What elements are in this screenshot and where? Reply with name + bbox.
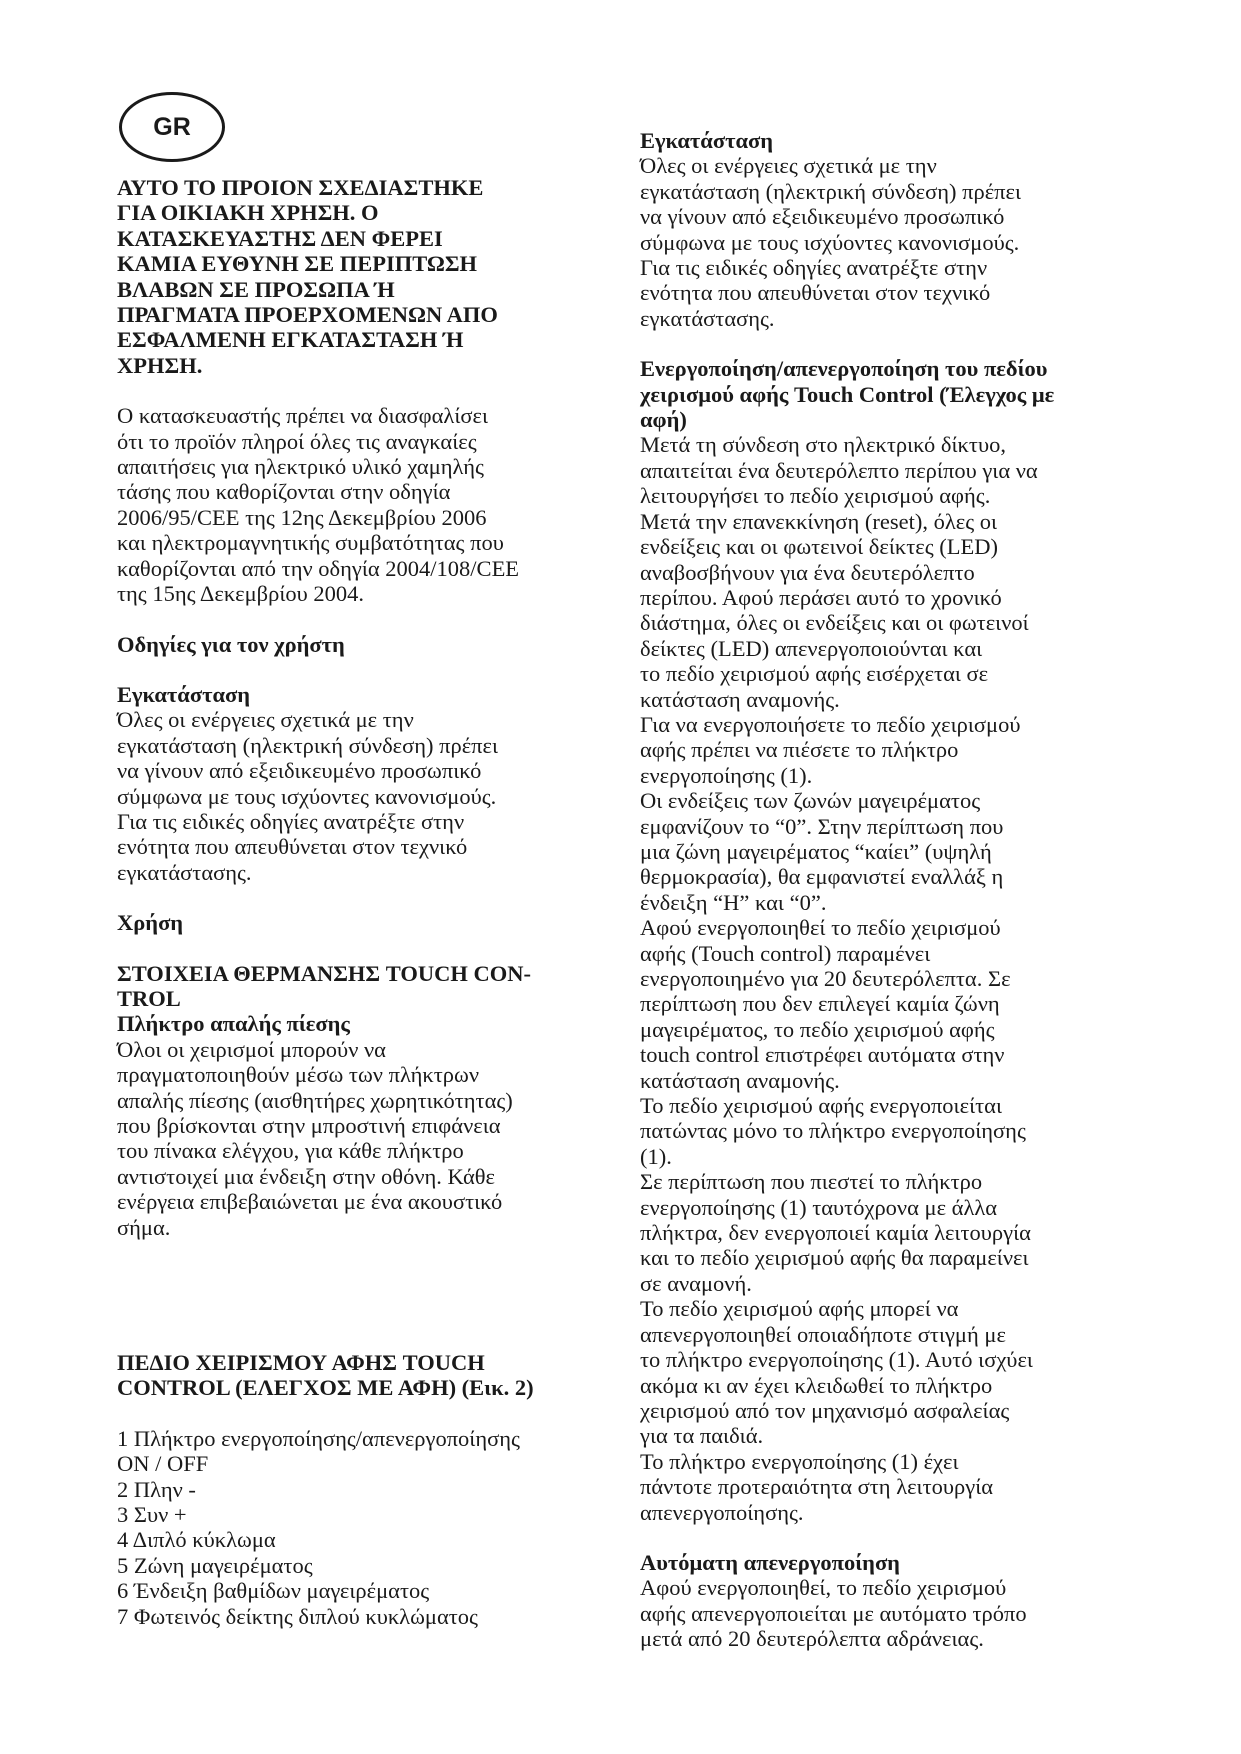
installation-text-right: Όλες οι ενέργειες σχετικά με την εγκατάσταση (ηλεκτρική σύνδεση) πρέπει να γίνουν από εξειδικευμένο προσωπικό σύμφωνα με τους ισχύοντες κανονισμούς. Για τις ειδικές οδηγίες ανατρέξτε στην ενότητα που απευθύνεται στον τεχνικό εγκατάστασης. [640,153,1022,331]
activation-text: Μετά τη σύνδεση στο ηλεκτρικό δίκτυο, απαιτείται ένα δευτερόλεπτο περίπου για να λειτουργήσει το πεδίο χειρισμού αφής. Μετά την επανεκκίνηση (reset), όλες οι ενδείξεις και οι φωτεινοί δείκτες (LED) αναβοσβήνουν για ένα δευτερόλεπτο περίπου. Αφού περάσει αυτό το χρονικό διάστημα, όλες οι ενδείξεις και οι φωτεινοί δείκτες (LED) απενεργοποιούνται και το πεδίο χειρισμού αφής εισέρχεται σε κατάσταση αναμονής. Για να ενεργοποιήσετε το πεδίο χειρισμού αφής πρέπει να πιέσετε το πλήκτρο ενεργοποίησης (1). Οι ενδείξεις των ζωνών μαγειρέματος εμφανίζουν το “0”. Στην περίπτωση που μια ζώνη μαγειρέματος “καίει” (υψηλή θερμοκρασία), θα εμφανιστεί εναλλάξ η ένδειξη “H” και “0”. Αφού ενεργοποιηθεί το πεδίο χειρισμού αφής (Touch control) παραμένει ενεργοποιημένο για 20 δευτερόλεπτα. Σε περίπτωση που δεν επιλεγεί καμία ζώνη μαγειρέματος, το πεδίο χειρισμού αφής touch control επιστρέφει αυτόματα στην κατάσταση αναμονής. Το πεδίο χειρισμού αφής ενεργοποιείται πατώντας μόνο το πλήκτρο ενεργοποίησης (1). Σε περίπτωση που πιεστεί το πλήκτρο ενεργοποίησης (1) ταυτόχρονα με άλλα πλήκτρα, δεν ενεργοποιεί καμία λειτουργία και το πεδίο χειρισμού αφής θα παραμείνει σε αναμονή. Το πεδίο χειρισμού αφής μπορεί να απενεργοποιηθεί οποιαδήποτε στιγμή με το πλήκτρο ενεργοποίησης (1). Αυτό ισχύει ακόμα κι αν έχει κλειδωθεί το πλήκτρο χειρισμού από τον μηχανισμό ασφαλείας για τα παιδιά. Το πλήκτρο ενεργοποίησης (1) έχει πάντοτε προτεραιότητα στη λειτουργία απενεργοποίησης. [640,432,1038,1525]
compliance-paragraph: Ο κατασκευαστής πρέπει να διασφαλίσει ότι το προϊόν πληροί όλες τις αναγκαίες απαιτήσεις για ηλεκτρικό υλικό χαμηλής τάσης που καθορίζονται στην οδηγία 2006/95/CEE της 12ης Δεκεμβρίου 2006 και ηλεκτρομαγνητικής συμβατότητας που καθορίζονται από την οδηγία 2004/108/CEE της 15ης Δεκεμβρίου 2004. [117,403,520,607]
auto-off-heading: Αυτόματη απενεργοποίηση [640,1549,900,1575]
user-instructions-heading: Οδηγίες για τον χρήστη [117,631,345,657]
language-badge: GR [119,92,225,162]
use-heading: Χρήση [117,910,184,936]
safety-warning: ΑΥΤΟ ΤΟ ΠΡΟΙΟΝ ΣΧΕΔΙΑΣΤΗΚΕ ΓΙΑ ΟΙΚΙΑΚΗ ΧΡΗΣΗ. Ο ΚΑΤΑΣΚΕΥΑΣΤΗΣ ΔΕΝ ΦΕΡΕΙ ΚΑΜΙΑ ΕΥΘΥΝΗ ΣΕ ΠΕΡΙΠΤΩΣΗ ΒΛΑΒΩΝ ΣΕ ΠΡΟΣΩΠΑ Ή ΠΡΑΓΜΑΤΑ ΠΡΟΕΡΧΟΜΕΝΩΝ ΑΠΟ ΕΣΦΑΛΜΕΝΗ ΕΓΚΑΤΑΣΤΑΣΗ Ή ΧΡΗΣΗ. [117,175,498,378]
right-column [640,128,1140,1652]
auto-off-text: Αφού ενεργοποιηθεί, το πεδίο χειρισμού αφής απενεργοποιείται με αυτόματο τρόπο μετά από 20 δευτερόλεπτα αδράνειας. [640,1575,1027,1652]
installation-heading-right: Εγκατάσταση [640,128,774,153]
installation-text: Όλες οι ενέργειες σχετικά με την εγκατάσταση (ηλεκτρική σύνδεση) πρέπει να γίνουν από εξειδικευμένο προσωπικό σύμφωνα με τους ισχύοντες κανονισμούς. Για τις ειδικές οδηγίες ανατρέξτε στην ενότητα που απευθύνεται στον τεχνικό εγκατάστασης. [117,707,499,885]
soft-touch-key-text: Όλοι οι χειρισμοί μπορούν να πραγματοποιηθούν μέσω των πλήκτρων απαλής πίεσης (αισθητήρες χωρητικότητας) που βρίσκονται στην μπροστινή επιφάνεια του πίνακα ελέγχου, για κάθε πλήκτρο αντιστοιχεί μια ένδειξη στην οθόνη. Κάθε ενέργεια επιβεβαιώνεται με ένα ακουστικό σήμα. [117,1036,513,1240]
activation-heading: Ενεργοποίηση/απενεργοποίηση του πεδίου χειρισμού αφής Touch Control (Έλεγχος με αφή) [640,356,1055,433]
left-column [117,175,617,1629]
installation-heading: Εγκατάσταση [117,681,251,707]
soft-touch-key-heading: Πλήκτρο απαλής πίεσης [117,1011,350,1037]
touch-panel-legend: 1 Πλήκτρο ενεργοποίησης/απενεργοποίησης ON / OFF 2 Πλην - 3 Συν + 4 Διπλό κύκλωμα 5 Ζώνη μαγειρέματος 6 Ένδειξη βαθμίδων μαγειρέματος 7 Φωτεινός δείκτης διπλού κυκλώματος [117,1425,520,1629]
heating-elements-heading: ΣΤΟΙΧΕΙΑ ΘΕΡΜΑΝΣΗΣ TOUCH CON- TROL [117,960,531,1011]
touch-panel-heading: ΠΕΔΙΟ ΧΕΙΡΙΣΜΟΥ ΑΦΗΣ TOUCH CONTROL (ΕΛΕΓΧΟΣ ΜΕ ΑΦΗ) (Εικ. 2) [117,1350,534,1401]
